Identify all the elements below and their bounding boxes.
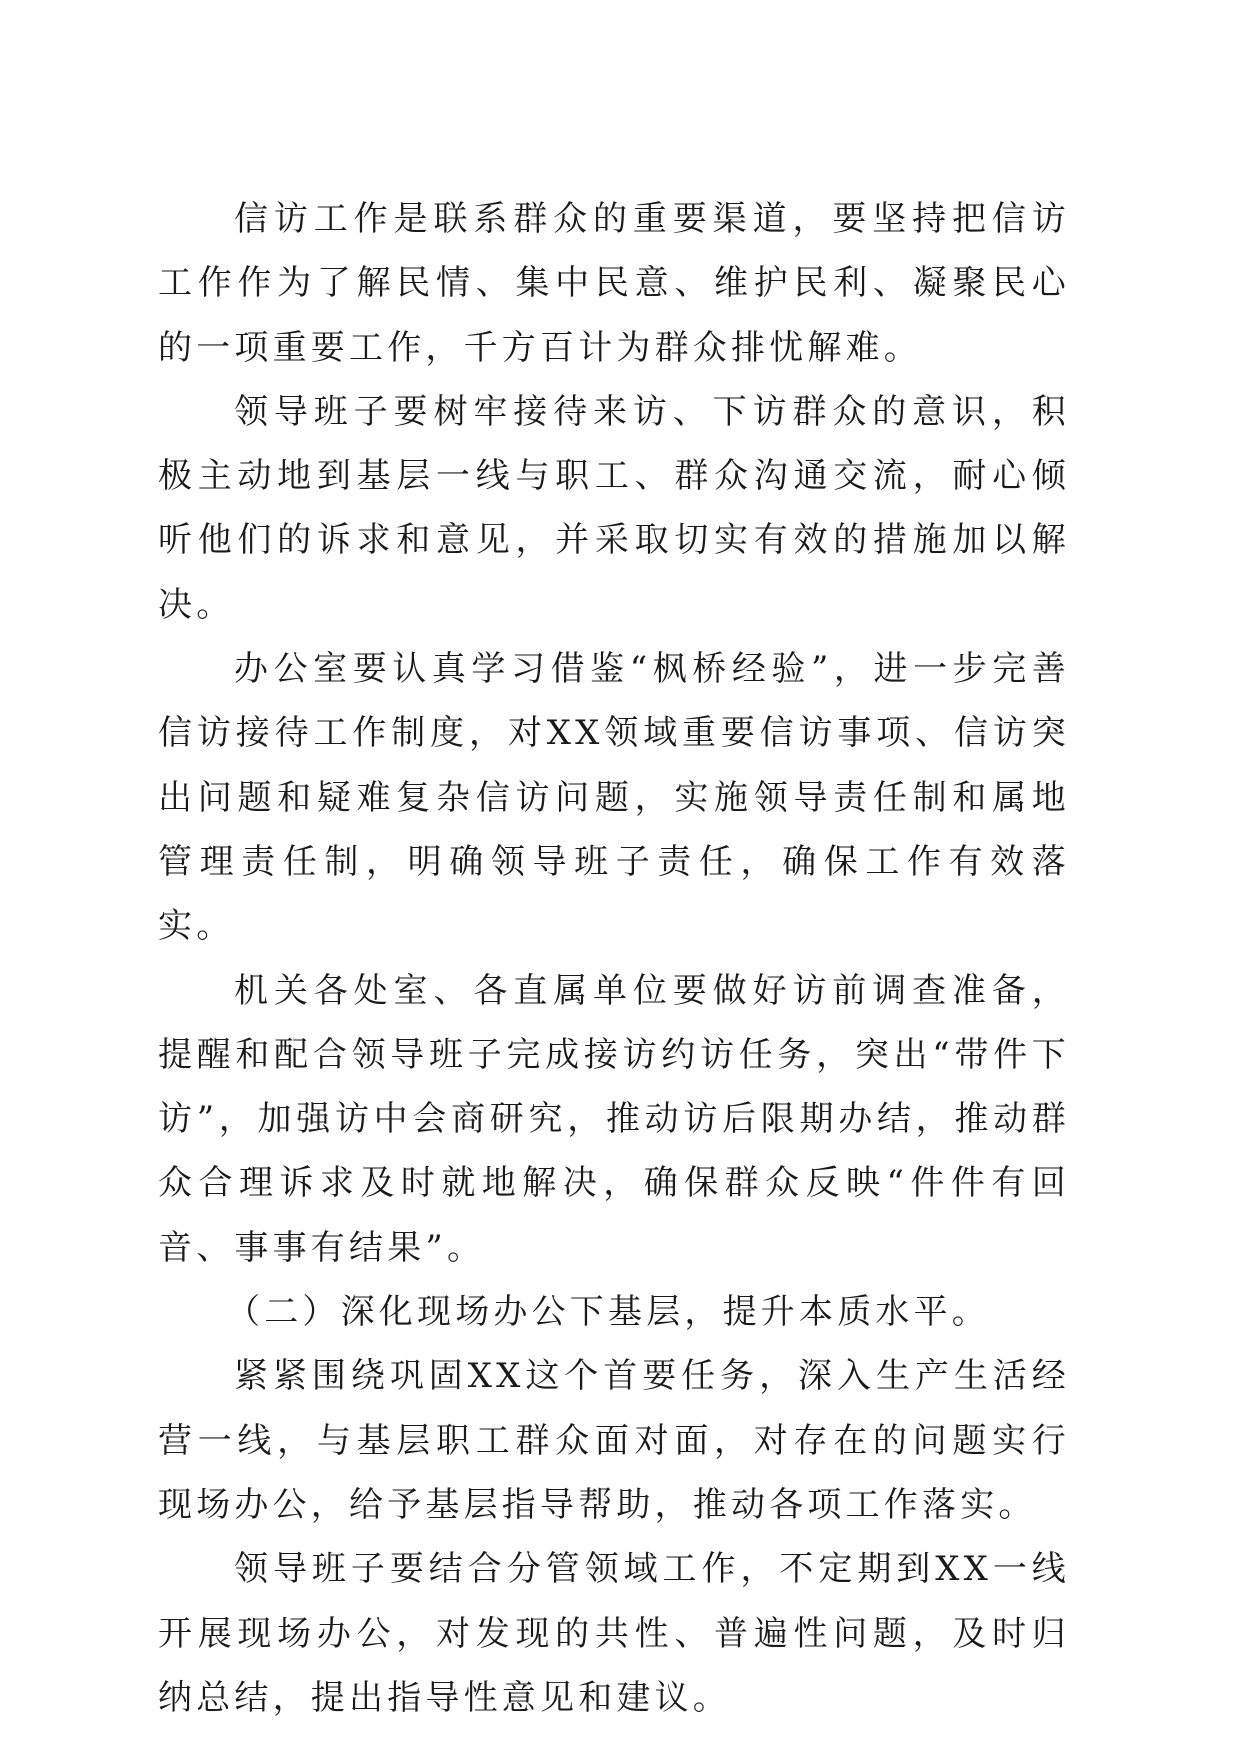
document-body [158, 187, 1070, 1730]
paragraph-frontline-work: 紧紧围绕巩固XX这个首要任务，深入生产生活经营一线，与基层职工群众面对面，对存在的问题实行现场办公，给予基层指导帮助，推动各项工作落实。 [158, 1356, 1070, 1525]
paragraph-leadership-onsite: 领导班子要结合分管领域工作，不定期到XX一线开展现场办公，对发现的共性、普遍性问题，及时归纳总结，提出指导性意见和建议。 [158, 1549, 1070, 1718]
paragraph-leadership-visits: 领导班子要树牢接待来访、下访群众的意识，积极主动地到基层一线与职工、群众沟通交流，耐心倾听他们的诉求和意见，并采取切实有效的措施加以解决。 [158, 391, 1070, 625]
paragraph-petition-work: 信访工作是联系群众的重要渠道，要坚持把信访工作作为了解民情、集中民意、维护民利、凝聚民心的一项重要工作，千方百计为群众排忧解难。 [158, 199, 1070, 368]
section-heading-onsite-office: （二）深化现场办公下基层，提升本质水平。 [226, 1292, 990, 1333]
paragraph-office-fengqiao: 办公室要认真学习借鉴“枫桥经验”，进一步完善信访接待工作制度，对XX领域重要信访事项、信访突出问题和疑难复杂信访问题，实施领导责任制和属地管理责任制，明确领导班子责任，确保工作有效落实。 [158, 649, 1070, 947]
paragraph-departments-preparation: 机关各处室、各直属单位要做好访前调查准备，提醒和配合领导班子完成接访约访任务，突出“带件下访”，加强访中会商研究，推动访后限期办结，推动群众合理诉求及时就地解决，确保群众反映“件件有回音、事事有结果”。 [158, 970, 1070, 1268]
